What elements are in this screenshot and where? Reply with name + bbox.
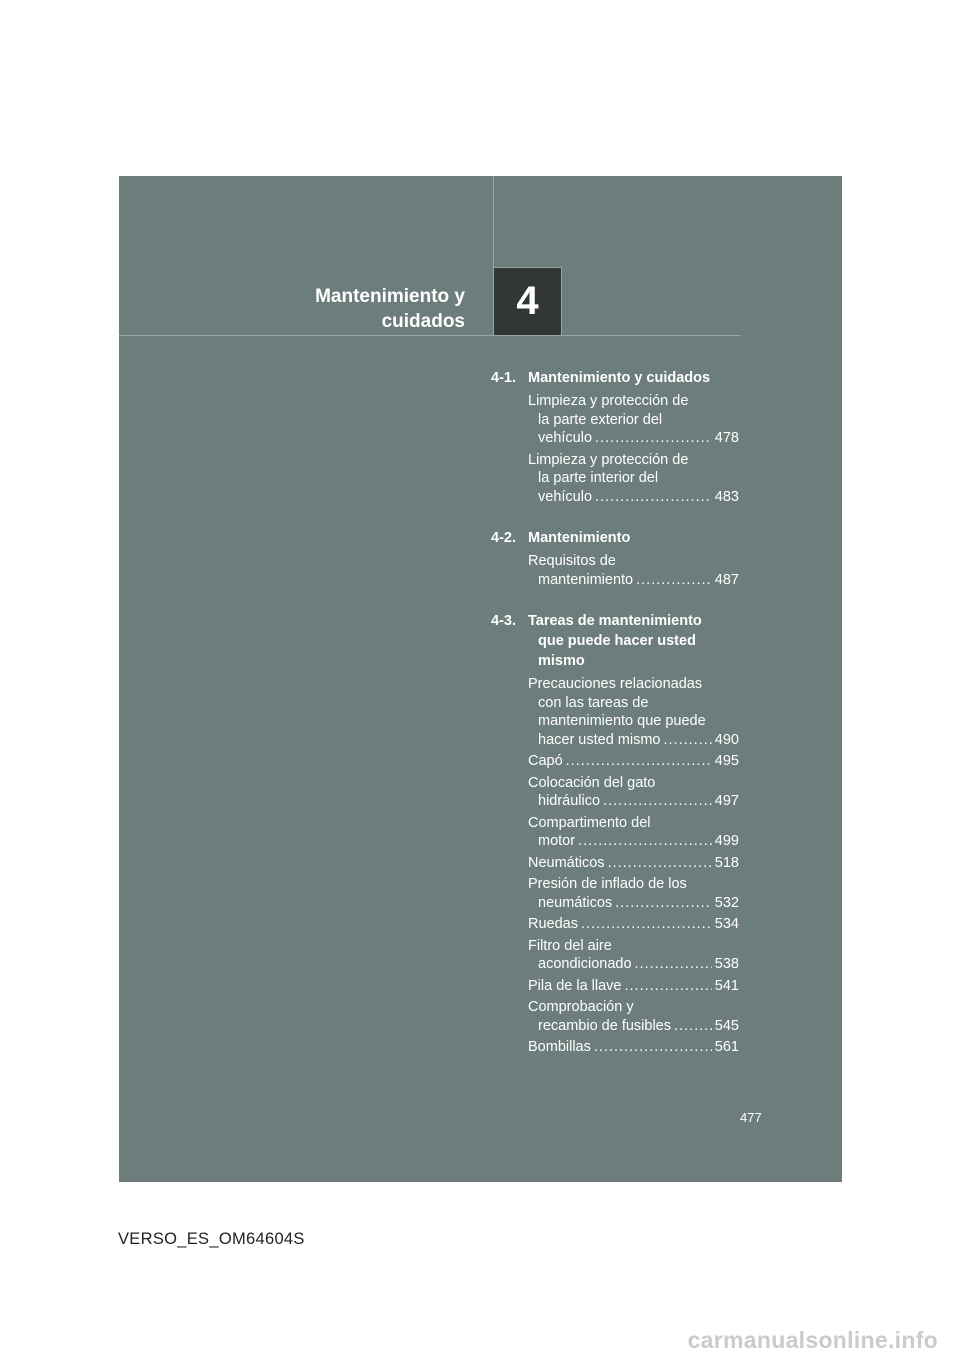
entry-text-line: Precauciones relacionadas xyxy=(528,676,703,692)
section-number: 4-1. xyxy=(491,370,516,386)
entry-text-line: Neumáticos xyxy=(528,854,605,871)
toc-entry[interactable] xyxy=(528,552,739,589)
entry-last-line xyxy=(528,915,739,934)
chapter-title-line1: Mantenimiento y xyxy=(315,286,465,307)
toc-entry[interactable] xyxy=(528,937,739,974)
entry-text-line: vehículo xyxy=(538,430,593,446)
entry-text-line: Presión de inflado de los xyxy=(528,876,687,892)
entry-page-number: 499 xyxy=(714,833,739,849)
document-code: VERSO_ES_OM64604S xyxy=(118,1230,305,1248)
entry-text-line: vehículo xyxy=(538,488,593,505)
page-number: 477 xyxy=(740,1110,762,1125)
toc-entry[interactable] xyxy=(528,915,739,934)
entry-last-line xyxy=(528,832,739,851)
dot-leader xyxy=(566,752,712,771)
entry-text-line: Limpieza y protección de xyxy=(528,393,689,409)
entry-text-line: Requisitos de xyxy=(528,553,616,569)
entry-page-number: 532 xyxy=(714,894,739,911)
entry-text-line: hidráulico xyxy=(538,793,601,809)
toc-entry[interactable] xyxy=(528,1038,739,1057)
section-heading xyxy=(491,611,739,671)
entry-page-number: 478 xyxy=(714,430,739,446)
toc-entry[interactable] xyxy=(528,977,739,996)
entry-text-line: con las tareas de xyxy=(538,694,649,711)
section-number: 4-3. xyxy=(491,613,516,629)
entry-text-line: Pila de la llave xyxy=(528,977,622,994)
dot-leader xyxy=(595,429,712,448)
entry-page-number: 538 xyxy=(714,956,739,972)
entry-last-line xyxy=(528,752,739,771)
dot-leader xyxy=(608,854,712,873)
table-of-contents xyxy=(491,368,739,1079)
entry-text-line: recambio de fusibles xyxy=(538,1017,671,1034)
chapter-title-line2: cuidados xyxy=(381,311,465,332)
section-title-line: Mantenimiento y cuidados xyxy=(528,370,711,386)
entry-page-number: 541 xyxy=(714,977,739,994)
entry-text-line: Ruedas xyxy=(528,916,578,932)
section-heading xyxy=(491,368,739,388)
dot-leader xyxy=(578,832,712,851)
entry-text-line: hacer usted mismo xyxy=(538,731,661,748)
toc-entry[interactable] xyxy=(528,451,739,507)
entry-page-number: 497 xyxy=(714,793,739,809)
dot-leader xyxy=(674,1017,712,1036)
section-title-line: Tareas de mantenimiento xyxy=(528,613,702,629)
dot-leader xyxy=(594,1038,712,1057)
entry-page-number: 534 xyxy=(714,916,739,932)
toc-entry[interactable] xyxy=(528,752,739,771)
dot-leader xyxy=(625,977,712,996)
toc-entry[interactable] xyxy=(528,814,739,851)
entry-last-line xyxy=(528,1017,739,1036)
entry-last-line xyxy=(528,1038,739,1057)
watermark: carmanualsonline.info xyxy=(687,1327,938,1353)
chapter-number: 4 xyxy=(516,279,539,323)
section-title xyxy=(528,368,739,388)
toc-entry[interactable] xyxy=(528,392,739,448)
entry-page-number: 518 xyxy=(714,854,739,871)
section-title xyxy=(528,528,739,548)
entry-text-line: Colocación del gato xyxy=(528,774,656,791)
entry-text-line: mantenimiento xyxy=(538,571,634,588)
dot-leader xyxy=(664,731,712,750)
entry-text-line: motor xyxy=(538,833,576,849)
entry-page-number: 561 xyxy=(714,1039,739,1055)
dot-leader xyxy=(635,955,712,974)
entry-page-number: 487 xyxy=(714,571,739,588)
dot-leader xyxy=(581,915,712,934)
entry-last-line xyxy=(528,854,739,873)
entry-last-line xyxy=(528,429,739,448)
section-title-line: que puede hacer usted xyxy=(538,633,696,649)
chapter-number-box xyxy=(493,267,562,336)
entry-text-line: Comprobación y xyxy=(528,999,634,1015)
dot-leader xyxy=(615,894,712,913)
entry-text-line: Limpieza y protección de xyxy=(528,451,689,468)
section-number: 4-2. xyxy=(491,530,516,546)
section-title-line: Mantenimiento xyxy=(528,530,631,546)
dot-leader xyxy=(595,488,712,507)
toc-section xyxy=(491,528,739,589)
toc-entry[interactable] xyxy=(528,875,739,912)
entry-text-line: acondicionado xyxy=(538,956,632,972)
entry-text-line: Filtro del aire xyxy=(528,937,612,954)
entry-text-line: mantenimiento que puede xyxy=(538,713,706,729)
entry-page-number: 483 xyxy=(714,488,739,505)
entry-text-line: neumáticos xyxy=(538,894,613,911)
toc-entry[interactable] xyxy=(528,854,739,873)
entry-text-line: Compartimento del xyxy=(528,814,651,831)
toc-entry[interactable] xyxy=(528,774,739,811)
entry-text-line: la parte exterior del xyxy=(538,411,663,428)
section-title-line: mismo xyxy=(538,653,585,669)
toc-section xyxy=(491,368,739,506)
chapter-title xyxy=(205,284,465,334)
toc-entry[interactable] xyxy=(528,675,739,749)
entry-last-line xyxy=(528,792,739,811)
entry-text-line: la parte interior del xyxy=(538,470,659,486)
entry-last-line xyxy=(528,731,739,750)
vertical-divider xyxy=(493,176,494,268)
toc-entry[interactable] xyxy=(528,998,739,1035)
dot-leader xyxy=(603,792,712,811)
entry-last-line xyxy=(528,571,739,590)
section-heading xyxy=(491,528,739,548)
entry-last-line xyxy=(528,955,739,974)
entry-page-number: 495 xyxy=(714,753,739,769)
entry-last-line xyxy=(528,488,739,507)
entry-page-number: 545 xyxy=(714,1017,739,1034)
entry-last-line xyxy=(528,894,739,913)
section-title xyxy=(528,611,739,671)
entry-page-number: 490 xyxy=(714,731,739,748)
horizontal-divider xyxy=(119,335,741,336)
entry-last-line xyxy=(528,977,739,996)
entry-text-line: Capó xyxy=(528,753,563,769)
entry-text-line: Bombillas xyxy=(528,1039,591,1055)
dot-leader xyxy=(636,571,712,590)
toc-section xyxy=(491,611,739,1057)
